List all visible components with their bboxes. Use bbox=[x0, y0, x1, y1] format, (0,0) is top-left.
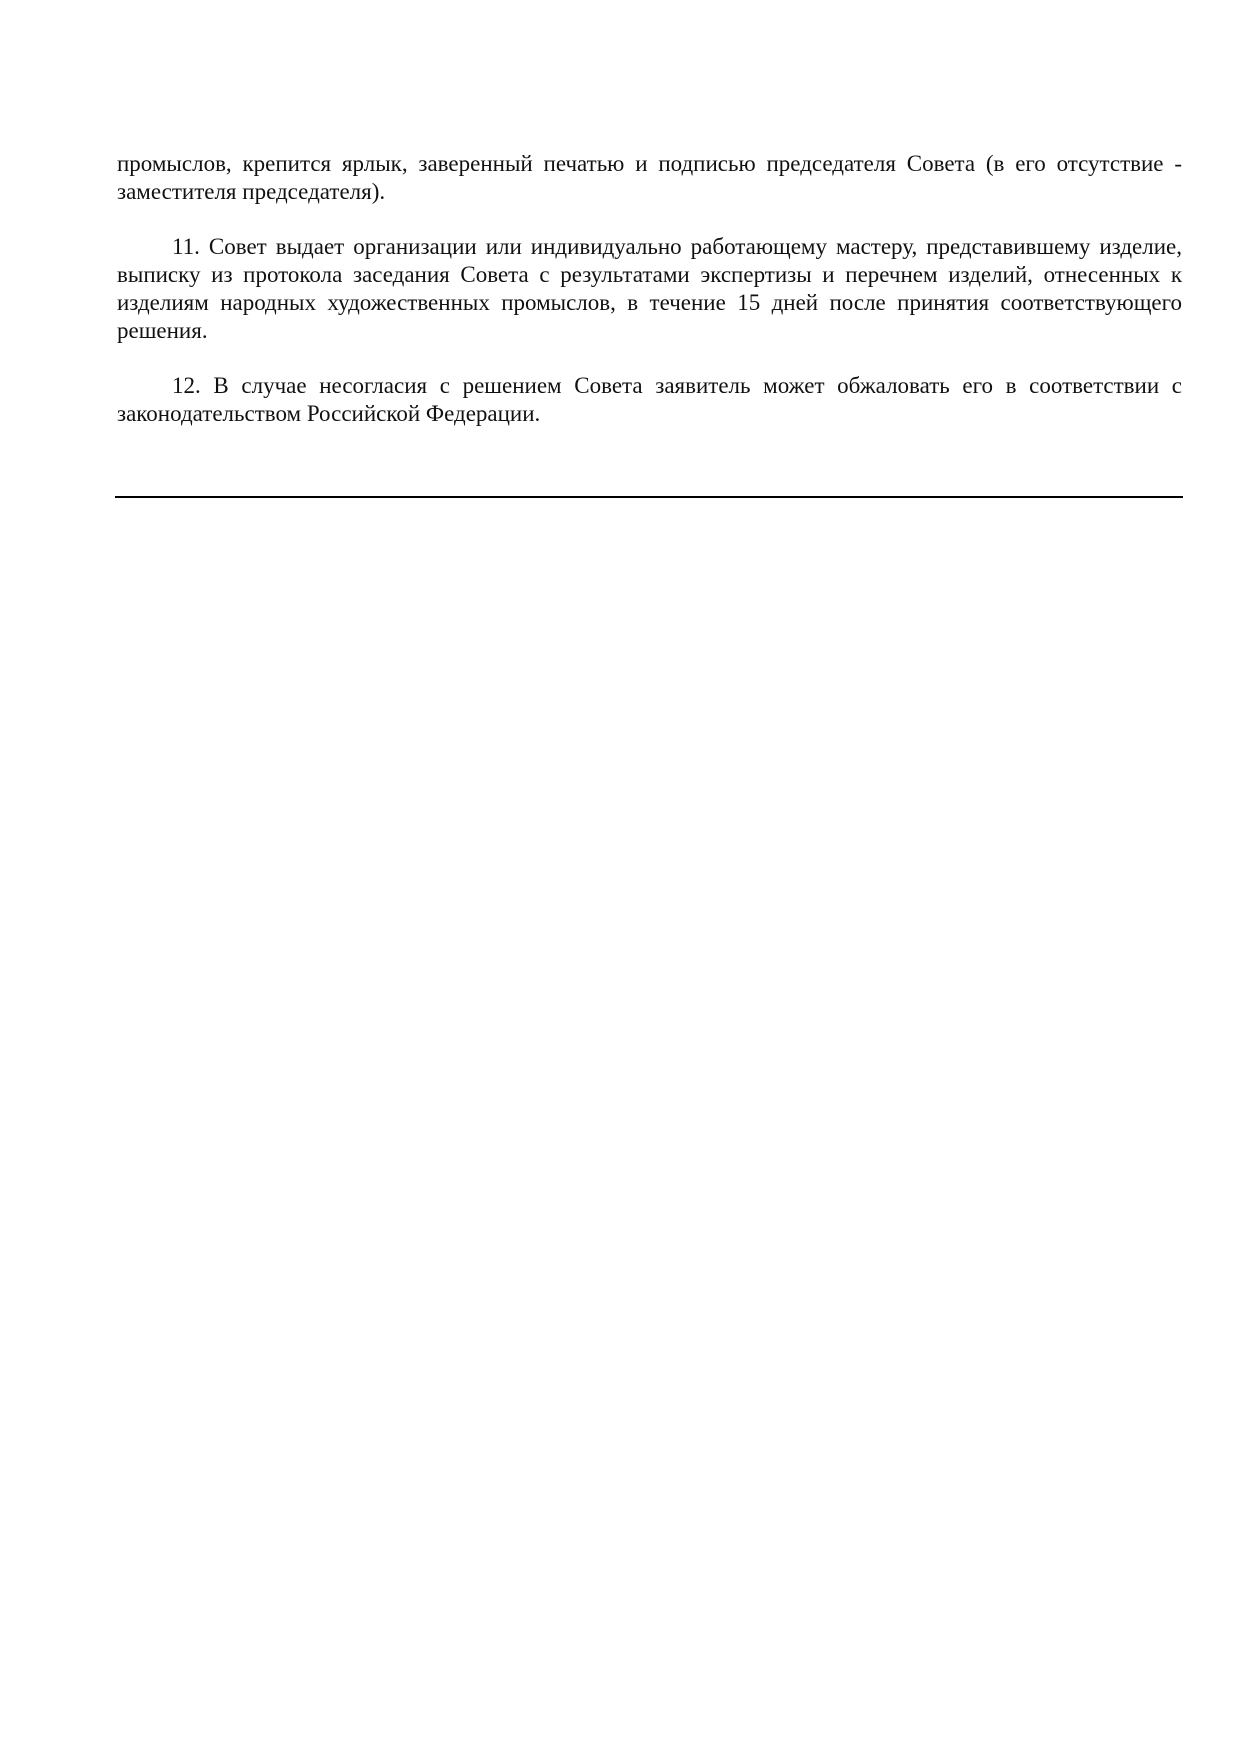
paragraph-continuation: промыслов, крепится ярлык, заверенный печатью и подписью председателя Совета (в его отсутствие - заместителя председателя). bbox=[117, 151, 1182, 204]
paragraph-spacer bbox=[117, 206, 1182, 233]
document-body bbox=[117, 150, 1182, 428]
paragraph-item-12: 12. В случае несогласия с решением Совета заявитель может обжаловать его в соответствии с законодательством Российской Федерации. bbox=[117, 373, 1182, 426]
paragraph-item-11: 11. Совет выдает организации или индивидуально работающему мастеру, представившему изделие, выписку из протокола заседания Совета с результатами экспертизы и перечнем изделий, отнесенных к изделиям народных художественных промыслов, в течение 15 дней после принятия соответствующего решения. bbox=[117, 234, 1182, 343]
paragraph-spacer bbox=[117, 345, 1182, 372]
end-of-document-rule bbox=[115, 496, 1183, 498]
